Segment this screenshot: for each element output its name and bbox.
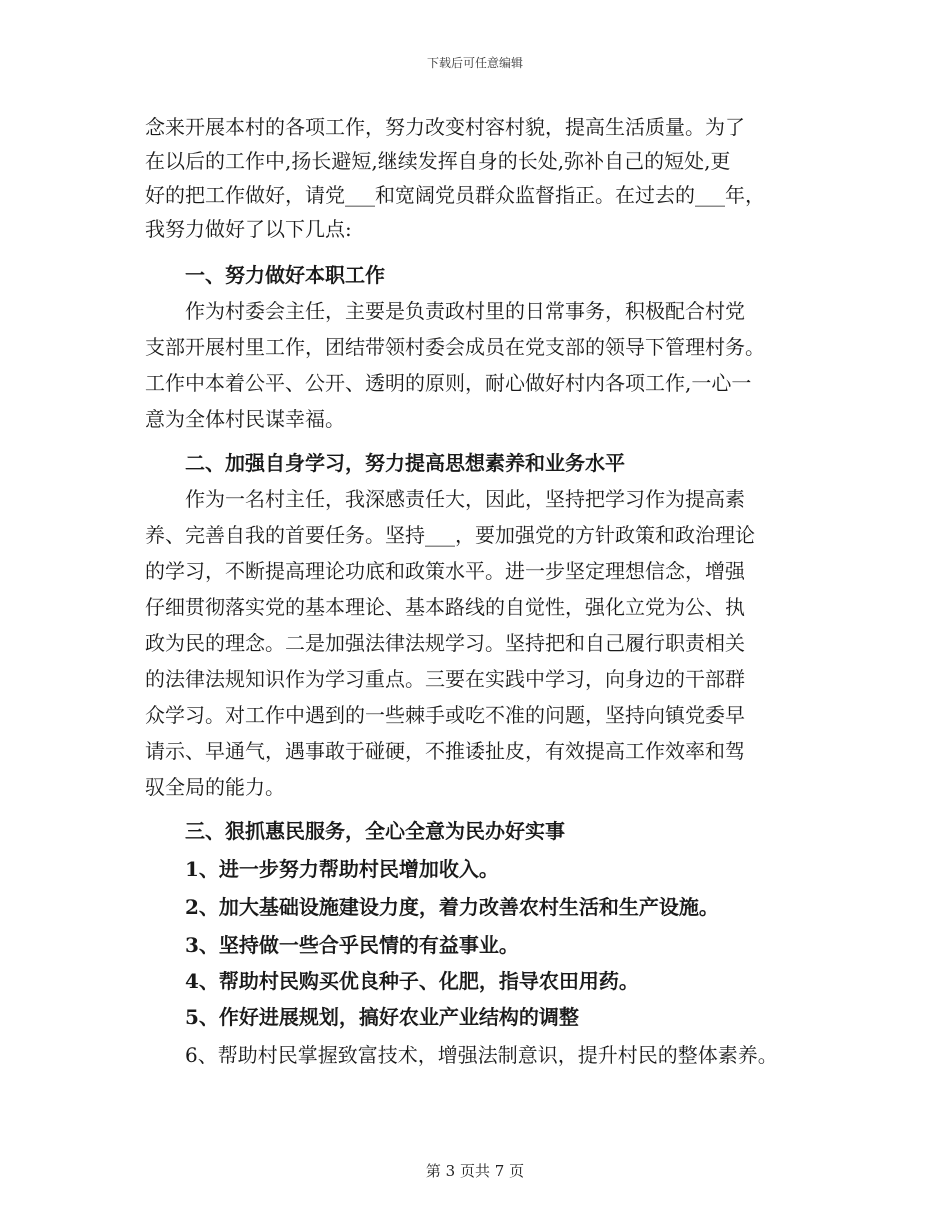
list-item: 4、帮助村民购买优良种子、化肥，指导农田用药。 — [185, 969, 639, 993]
paragraph-line: 好的把工作做好，请党___和宽阔党员群众监督指正。在过去的___年， — [145, 183, 765, 207]
list-item: 2、加大基础设施建设力度，着力改善农村生活和生产设施。 — [185, 895, 719, 919]
paragraph-line: 的法律法规知识作为学习重点。三要在实践中学习，向身边的干部群 — [145, 667, 745, 691]
paragraph-line: 我努力做好了以下几点: — [145, 217, 352, 241]
paragraph-line: 念来开展本村的各项工作，努力改变村容村貌，提高生活质量。为了 — [145, 115, 745, 139]
paragraph-line: 众学习。对工作中遇到的一些棘手或吃不准的问题，坚持向镇党委早 — [145, 703, 745, 727]
paragraph-line: 作为村委会主任，主要是负责政村里的日常事务，积极配合村党 — [185, 299, 745, 323]
paragraph-line: 仔细贯彻落实党的基本理论、基本路线的自觉性，强化立党为公、执 — [145, 595, 745, 619]
list-item: 6、帮助村民掌握致富技术，增强法制意识，提升村民的整体素养。 — [185, 1043, 778, 1067]
paragraph-line: 意为全体村民谋幸福。 — [145, 407, 345, 431]
paragraph-line: 请示、早通气，遇事敢于碰硬，不推诿扯皮，有效提高工作效率和驾 — [145, 739, 745, 763]
paragraph-line: 养、完善自我的首要任务。坚持___，要加强党的方针政策和政治理论 — [145, 523, 755, 547]
paragraph-line: 政为民的理念。二是加强法律法规学习。坚持把和自己履行职责相关 — [145, 631, 745, 655]
paragraph-line: 在以后的工作中,扬长避短,继续发挥自身的长处,弥补自己的短处,更 — [145, 149, 731, 173]
paragraph-line: 驭全局的能力。 — [145, 775, 285, 799]
paragraph-line: 的学习，不断提高理论功底和政策水平。进一步坚定理想信念，增强 — [145, 559, 745, 583]
paragraph-line: 工作中本着公平、公开、透明的原则，耐心做好村内各项工作,一心一 — [145, 371, 752, 395]
list-item: 3、坚持做一些合乎民情的有益事业。 — [185, 933, 519, 957]
section-heading: 二、加强自身学习，努力提高思想素养和业务水平 — [185, 451, 625, 475]
page-footer: 第 3 页共 7 页 — [425, 1162, 525, 1180]
page-header: 下载后可任意编辑 — [426, 56, 523, 70]
section-heading: 一、努力做好本职工作 — [185, 263, 385, 287]
list-item: 5、作好进展规划，搞好农业产业结构的调整 — [185, 1005, 579, 1029]
paragraph-line: 支部开展村里工作，团结带领村委会成员在党支部的领导下管理村务。 — [145, 335, 765, 359]
paragraph-line: 作为一名村主任，我深感责任大，因此，坚持把学习作为提高素 — [185, 487, 745, 511]
list-item: 1、进一步努力帮助村民增加收入。 — [185, 857, 499, 881]
section-heading: 三、狠抓惠民服务，全心全意为民办好实事 — [185, 819, 565, 843]
